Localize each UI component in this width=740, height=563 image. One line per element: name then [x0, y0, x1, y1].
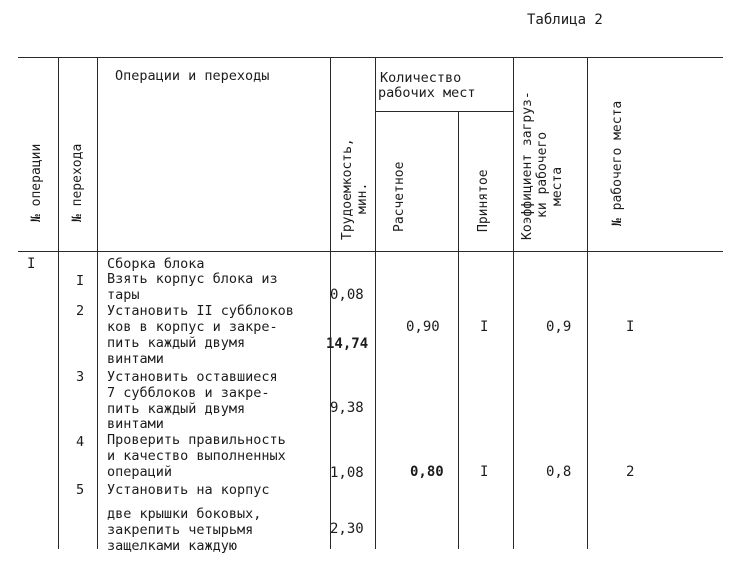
header-bottom-border [18, 251, 723, 252]
labor-value: 9,38 [330, 400, 364, 416]
load-coef-value: 0,8 [546, 464, 572, 480]
workplace-number: 2 [626, 464, 635, 480]
header-op-no: № операции [29, 143, 44, 222]
labor-value: 2,30 [330, 521, 364, 537]
step-number: I [76, 273, 85, 289]
operation-line: и качество выполненных [107, 448, 286, 464]
col-border-2 [97, 57, 98, 549]
operation-line: винтами [107, 351, 164, 367]
header-labor-2: мин. [355, 182, 370, 214]
operation-line: Установить на корпус [107, 482, 270, 498]
labor-value: 0,08 [330, 287, 364, 303]
operation-number: I [27, 256, 36, 272]
operation-line: пить каждый двумя [107, 335, 246, 351]
header-workplace-no: № рабочего места [610, 100, 625, 226]
load-coef-value: 0,9 [546, 319, 572, 335]
operation-line: Установить II субблоков [107, 303, 294, 319]
col-border-7 [587, 57, 588, 549]
operation-line: ков в корпус и закре- [107, 319, 278, 335]
header-step-no: № перехода [70, 143, 85, 222]
operation-line: Сборка блока [107, 256, 205, 272]
operation-line: операций [107, 464, 173, 480]
calculated-value: 0,90 [406, 319, 440, 335]
header-load-coef-1: Коэффициент загруз- [520, 91, 535, 240]
step-number: 2 [76, 303, 85, 319]
col-border-1 [58, 57, 59, 549]
header-workplaces-2: рабочих мест [378, 85, 476, 101]
header-calculated: Расчетное [392, 161, 407, 232]
operation-line: пить каждый двумя [107, 401, 246, 417]
accepted-value: I [480, 319, 489, 335]
operation-line: закрепить четырьмя [107, 522, 254, 538]
accepted-value: I [480, 464, 489, 480]
step-number: 5 [76, 482, 85, 498]
step-number: 4 [76, 434, 85, 450]
header-operations: Операции и переходы [115, 68, 270, 84]
operation-line: Проверить правильность [107, 432, 286, 448]
operation-line: Взять корпус блока из [107, 271, 278, 287]
labor-value: 14,74 [326, 336, 369, 352]
header-load-coef-3: места [550, 166, 565, 206]
top-border [18, 57, 723, 58]
operation-line: тары [107, 287, 140, 303]
header-labor-1: Трудоемкость, [340, 138, 355, 240]
step-number: 3 [76, 369, 85, 385]
header-load-coef-2: ки рабочего [535, 131, 550, 218]
table-caption: Таблица 2 [527, 12, 603, 28]
header-workplaces-1: Количество [380, 70, 462, 86]
operation-line: 7 субблоков и закре- [107, 385, 270, 401]
col-border-6 [513, 57, 514, 549]
operation-line: защелками каждую [107, 538, 238, 554]
labor-value: 1,08 [330, 465, 364, 481]
col-border-5 [458, 111, 459, 549]
operation-line: две крышки боковых, [107, 506, 262, 522]
col-border-4 [375, 57, 376, 549]
calculated-value: 0,80 [410, 464, 444, 480]
operation-line: винтами [107, 416, 164, 432]
header-accepted: Принятое [476, 169, 491, 232]
workplace-number: I [626, 319, 635, 335]
operation-line: Установить оставшиеся [107, 369, 278, 385]
workplaces-subheader-border [375, 111, 513, 112]
